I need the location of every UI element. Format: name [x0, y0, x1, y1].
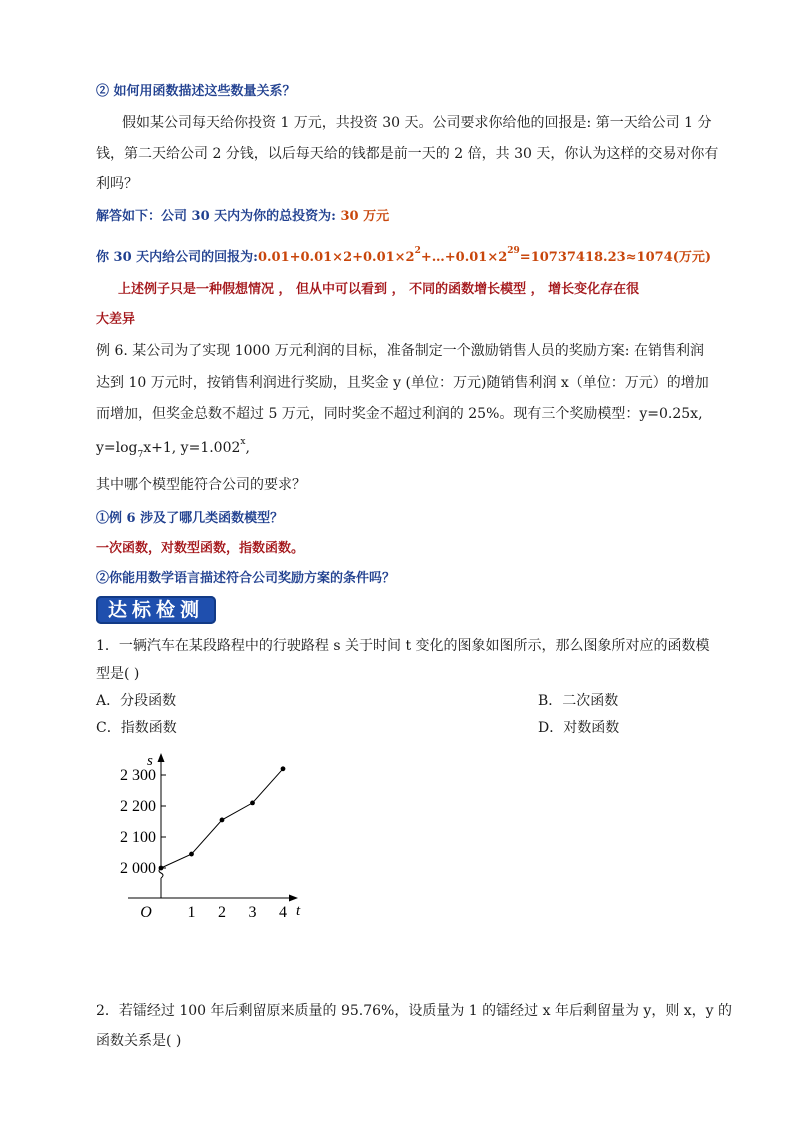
question-1: ①例 6 涉及了哪几类函数模型？ [96, 511, 284, 526]
data-point [220, 818, 225, 823]
y-axis-label: s [147, 753, 153, 769]
data-point [250, 801, 255, 806]
x-tick-label: 2 [218, 904, 226, 921]
example-line: 而增加，但奖金总数不超过 5 万元，同时奖金不超过利润的 25%。现有三个奖励模型：y=0.25x, [96, 406, 703, 422]
example-formula-line [96, 437, 250, 460]
question-2: ②你能用数学语言描述符合公司奖励方案的条件吗？ [96, 571, 396, 586]
y-tick-label: 2 300 [120, 767, 156, 784]
paragraph-line: 钱，第二天给公司 2 分钱，以后每天给的钱都是前一天的 2 倍，共 30 天，你认为这样的交易对你有 [96, 146, 719, 162]
example-formula-c: , [245, 440, 250, 456]
option-a: A．分段函数 [96, 693, 177, 709]
note-line: 大差异 [96, 312, 136, 327]
example-line: 其中哪个模型能符合公司的要求？ [96, 477, 306, 493]
example-formula-sub: 7 [137, 450, 144, 460]
y-tick-label: 2 100 [120, 829, 156, 846]
example-formula-a: y=log [96, 440, 138, 456]
problem-line: 1．一辆汽车在某段路程中的行驶路程 s 关于时间 t 变化的图象如图所示，那么图象所对应的函数模 [96, 638, 710, 654]
formula-line [96, 246, 711, 265]
option-d: D．对数函数 [538, 720, 620, 736]
section-banner: 达标检测 [96, 596, 216, 624]
paragraph-line: 假如某公司每天给你投资 1 万元，共投资 30 天。公司要求你给他的回报是: 第一天给公司 1 分 [122, 115, 712, 131]
example-formula-b: x+1, y=1.002 [143, 440, 241, 456]
formula-part2: +…+0.01×2 [420, 250, 508, 265]
x-axis-label: t [296, 903, 301, 919]
example-formula-sup: x [240, 437, 246, 447]
problem-line: 2．若镭经过 100 年后剩留原来质量的 95.76%，设质量为 1 的镭经过 x 年后剩留量为 y，则 x，y 的 [96, 1003, 733, 1019]
x-axis-arrow [289, 895, 298, 902]
x-tick-label: 4 [279, 904, 287, 921]
formula-exp1: 2 [414, 246, 421, 256]
option-c: C．指数函数 [96, 720, 177, 736]
paragraph-line: 利吗？ [96, 176, 138, 192]
data-point [281, 766, 286, 771]
example-line: 达到 10 万元时，按销售利润进行奖励，且奖金 y (单位：万元)随销售利润 x（单位：万元）的增加 [96, 375, 709, 391]
formula-part1: 0.01+0.01×2+0.01×2 [257, 250, 415, 265]
y-axis-arrow [158, 753, 165, 762]
x-tick-label: 1 [187, 904, 196, 921]
y-tick-label: 2 000 [120, 860, 156, 877]
formula-lead: 你 30 天内给公司的回报为: [96, 250, 258, 265]
y-tick-label: 2 200 [120, 798, 156, 815]
line-chart [90, 745, 330, 925]
note-line: 上述例子只是一种假想情况 ， 但从中可以看到 ， 不同的函数增长模型 ， 增长变化存在很 [118, 282, 640, 297]
example-line: 例 6. 某公司为了实现 1000 万元利润的目标，准备制定一个激励销售人员的奖励方案: 在销售利润 [96, 343, 704, 359]
problem-line: 函数关系是( ) [96, 1033, 182, 1049]
formula-part3: =10737418.23≈1074(万元) [519, 250, 712, 265]
data-point [189, 852, 194, 857]
option-b: B．二次函数 [538, 693, 619, 709]
answer-value: 30 万元 [340, 209, 390, 224]
answer-lead: 解答如下：公司 30 天内为你的总投资为: [96, 209, 341, 224]
section-heading: ② 如何用函数描述这些数量关系？ [96, 84, 296, 99]
formula-exp2: 29 [507, 246, 520, 256]
problem-line: 型是( ) [96, 666, 140, 682]
x-tick-label: 3 [248, 904, 257, 921]
origin-label: O [140, 904, 152, 921]
answer-line [96, 205, 389, 224]
data-point [159, 866, 164, 871]
answer-1: 一次函数，对数型函数，指数函数。 [96, 541, 305, 556]
